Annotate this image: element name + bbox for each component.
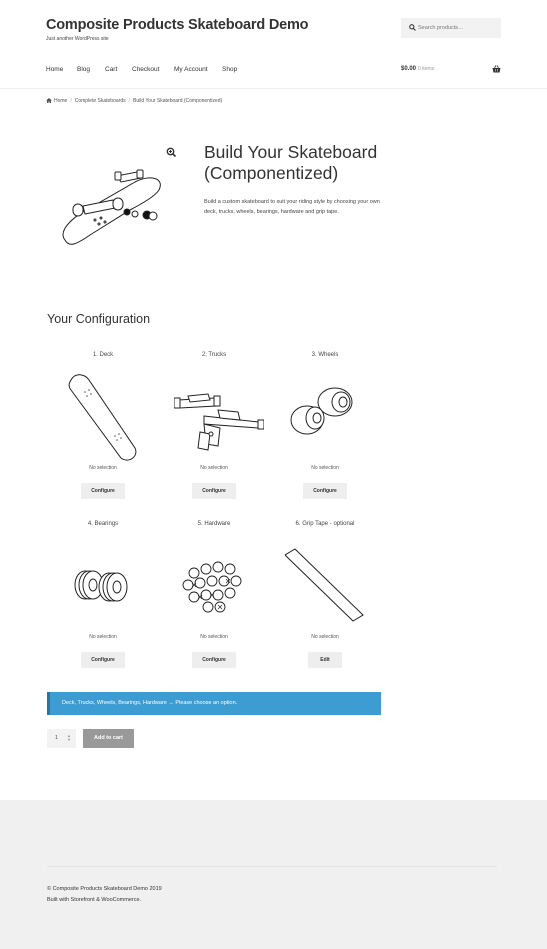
site-title[interactable]: Composite Products Skateboard Demo — [46, 17, 309, 33]
breadcrumb-separator: / — [70, 98, 72, 104]
breadcrumb-current: Build Your Skateboard (Componentized) — [133, 98, 223, 104]
component-name: 5. Hardware — [197, 521, 231, 527]
nav-item-shop[interactable]: Shop — [222, 66, 238, 73]
validation-notice: Deck, Trucks, Wheels, Bearings, Hardware → Please choose an option. — [47, 692, 381, 715]
basket-icon[interactable] — [492, 65, 501, 73]
component-status: No selection — [89, 634, 117, 640]
footer-copyright: © Composite Products Skateboard Demo 2019 — [47, 886, 162, 892]
component-name: 1. Deck — [92, 352, 114, 358]
site-tagline: Just another WordPress site — [46, 36, 109, 42]
component-name: 4. Bearings — [87, 521, 119, 527]
component-deck — [58, 352, 148, 502]
header-cart-link[interactable] — [401, 66, 434, 72]
component-name: 6. Grip Tape - optional — [295, 521, 355, 527]
site-footer — [0, 800, 547, 949]
wheels-image[interactable] — [285, 368, 365, 463]
grip-tape-image[interactable] — [285, 537, 365, 632]
breadcrumb — [46, 98, 222, 104]
cart-total-amount: $0.00 — [401, 66, 417, 72]
cart-item-count: 0 items — [418, 66, 435, 72]
spinner-arrows-icon[interactable]: ▲ ▼ — [67, 733, 71, 742]
quantity-stepper[interactable] — [47, 729, 76, 748]
nav-item-home[interactable]: Home — [46, 66, 64, 73]
component-status: No selection — [200, 465, 228, 471]
configure-hardware-button[interactable]: Configure — [192, 652, 236, 668]
nav-item-cart[interactable]: Cart — [105, 66, 118, 73]
footer-divider — [47, 866, 497, 867]
configure-wheels-button[interactable]: Configure — [303, 483, 347, 499]
component-wheels — [280, 352, 370, 502]
quantity-value: 1 — [55, 735, 59, 741]
home-icon — [46, 98, 52, 103]
zoom-button[interactable] — [165, 146, 178, 159]
hardware-image[interactable] — [174, 537, 254, 632]
breadcrumb-home[interactable]: Home — [54, 98, 68, 104]
configure-trucks-button[interactable]: Configure — [192, 483, 236, 499]
component-name: 2. Trucks — [201, 352, 227, 358]
product-title: Build Your Skateboard (Componentized) — [204, 142, 378, 183]
configuration-title: Your Configuration — [47, 312, 151, 326]
product-image[interactable] — [55, 160, 170, 260]
nav-item-my-account[interactable]: My Account — [174, 66, 208, 73]
header-divider — [0, 88, 547, 89]
component-grip-tape — [280, 521, 370, 671]
component-trucks — [169, 352, 259, 502]
component-bearings — [58, 521, 148, 671]
nav-item-blog[interactable]: Blog — [77, 66, 91, 73]
footer-credit[interactable]: Built with Storefront & WooCommerce. — [47, 897, 142, 903]
breadcrumb-category[interactable]: Complete Skateboards — [74, 98, 126, 104]
trucks-image[interactable] — [174, 368, 264, 463]
configure-deck-button[interactable]: Configure — [81, 483, 125, 499]
component-name: 3. Wheels — [311, 352, 339, 358]
search-input[interactable] — [418, 21, 498, 35]
component-status: No selection — [311, 634, 339, 640]
breadcrumb-separator: / — [128, 98, 130, 104]
bearings-image[interactable] — [63, 537, 143, 632]
edit-grip-tape-button[interactable]: Edit — [308, 652, 342, 668]
component-status: No selection — [311, 465, 339, 471]
search-icon — [409, 24, 416, 31]
product-description: Build a custom skateboard to suit your riding style by choosing your own deck, trucks, wheels, bearings, hardware and grip tape. — [204, 199, 380, 215]
component-status: No selection — [200, 634, 228, 640]
add-to-cart-button[interactable]: Add to cart — [83, 729, 134, 748]
nav-item-checkout[interactable]: Checkout — [132, 66, 160, 73]
zoom-icon — [165, 146, 178, 159]
search-form[interactable] — [401, 18, 501, 38]
component-status: No selection — [89, 465, 117, 471]
deck-image[interactable] — [63, 368, 143, 463]
component-hardware — [169, 521, 259, 671]
configure-bearings-button[interactable]: Configure — [81, 652, 125, 668]
